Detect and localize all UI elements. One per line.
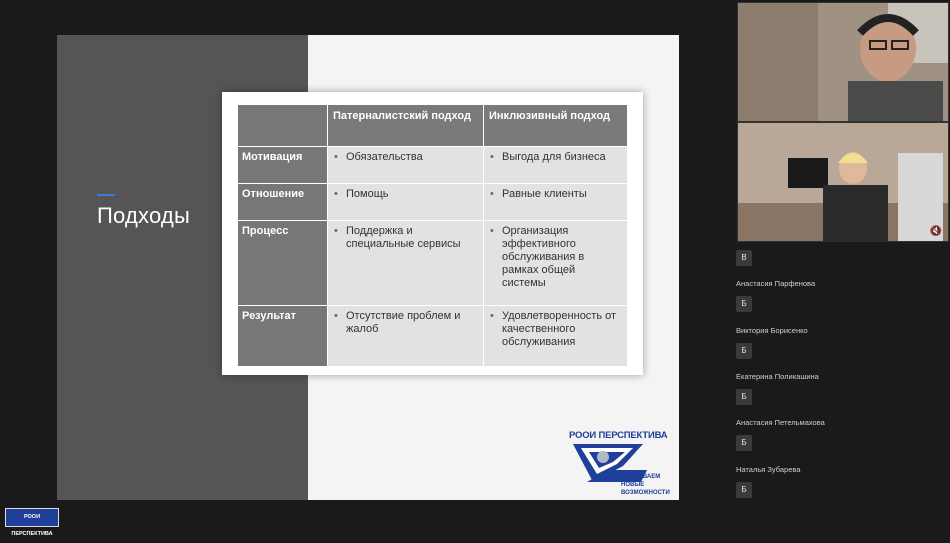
participant-video-tile[interactable] [737,2,949,122]
participant-name: Екатерина Поликашина [736,372,819,381]
inclusive-cell: • Удовлетворенность от качественного обслуживания [484,306,628,367]
logo-tagline: ОТКРЫВАЕМ НОВЫЕ ВОЗМОЖНОСТИ [621,474,670,496]
paternal-cell: • Помощь [328,184,484,221]
bullet-icon: • [334,188,338,200]
inclusive-cell: • Организация эффективного обслуживания в рамках общей системы [484,221,628,306]
participant-name: Анастасия Парфенова [736,279,816,288]
participant-avatar[interactable]: Б [736,296,752,312]
row-label: Отношение [238,184,328,221]
participants-panel [734,0,950,534]
logo-name: РООИ ПЕРСПЕКТИВА [569,430,668,441]
comparison-table [237,104,628,367]
participant-video-frame [738,123,948,241]
participant-avatar[interactable]: Б [736,482,752,498]
presentation-slide [57,35,679,500]
inclusive-cell: • Выгода для бизнеса [484,147,628,184]
title-accent-line [97,194,115,196]
organization-logo [567,430,677,496]
table-row [238,221,628,306]
bottom-logo-badge: РООИ ПЕРСПЕКТИВА [5,508,59,527]
bullet-icon: • [490,310,494,322]
participant-avatar[interactable]: Б [736,435,752,451]
participant-avatar[interactable]: В [736,250,752,266]
participant-avatar[interactable]: Б [736,389,752,405]
row-label: Мотивация [238,147,328,184]
bullet-icon: • [490,225,494,237]
inclusive-cell: • Равные клиенты [484,184,628,221]
participant-name: Анастасия Петельмахова [736,418,825,427]
muted-microphone-icon: 🔇 [929,226,942,237]
paternal-cell: • Обязательства [328,147,484,184]
table-row [238,184,628,221]
table-row [238,147,628,184]
participant-video-frame [738,3,948,121]
row-label: Результат [238,306,328,367]
row-label: Процесс [238,221,328,306]
comparison-table-card [222,92,643,375]
table-header-empty [238,105,328,147]
slide-title: Подходы [97,203,190,228]
table-header-inclusive: Инклюзивный подход [484,105,628,147]
table-header-paternal: Патерналистский подход [328,105,484,147]
participant-avatar[interactable]: Б [736,343,752,359]
paternal-cell: • Поддержка и специальные сервисы [328,221,484,306]
participant-video-tile[interactable] [737,122,949,242]
participant-name: Наталья Зубарева [736,465,801,474]
bullet-icon: • [334,310,338,322]
participant-name: Виктория Борисенко [736,326,808,335]
bullet-icon: • [334,225,338,237]
bullet-icon: • [334,151,338,163]
table-row [238,306,628,367]
bullet-icon: • [490,188,494,200]
paternal-cell: • Отсутствие проблем и жалоб [328,306,484,367]
bullet-icon: • [490,151,494,163]
